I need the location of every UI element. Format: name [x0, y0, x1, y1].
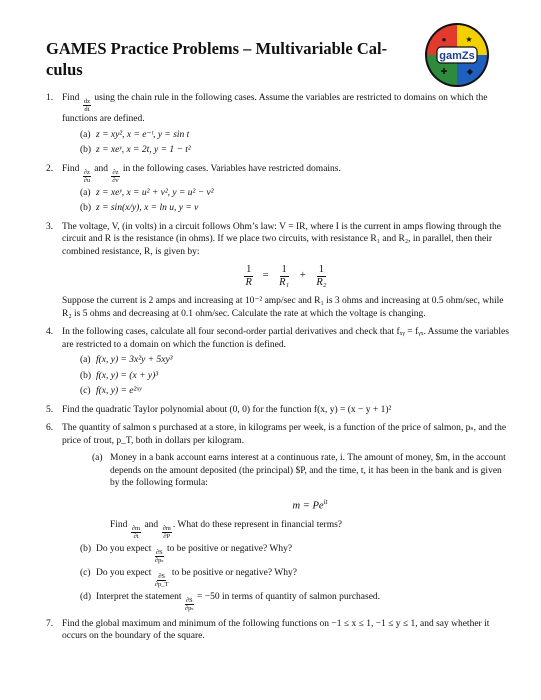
part-text: f(x, y) = e²ˣʸ — [96, 386, 142, 396]
part-label: (b) — [80, 543, 92, 554]
part-text: f(x, y) = 3x²y + 5xy³ — [96, 355, 173, 365]
problem-number: 1. — [46, 93, 54, 103]
part-label: (a) — [80, 187, 91, 198]
fraction: $\frac{\partial z}{\partial v}$ — [112, 168, 119, 184]
resistance-equation: $\frac{1}{R}$ = $\frac{1}{\text{R₁}}$ + $\frac{1}{\text{R₂}}$ — [245, 264, 327, 288]
svg-text:●: ● — [441, 35, 447, 44]
problem-followup: Suppose the current is 2 amps and increasing at 10⁻² amp/sec and R₁ is 3 ohms and increasing at 0.5 ohm/sec, while R₂ is 5 ohms and decreasing at 0.1 ohm/sec. Calculate the rate at which the voltage is changing. — [62, 296, 504, 319]
fraction: $\frac{dz}{dt}$ — [83, 98, 90, 113]
title-line-1: GAMES Practice Problems – Multivariable Cal- — [46, 39, 388, 58]
svg-text:★: ★ — [465, 35, 473, 44]
problem-text: Find $\frac{\partial z}{\partial u}$ and $\frac{\partial z}{\partial v}$ in the following cases. Variables have restricted domains. — [62, 163, 341, 184]
part-label: (b) — [80, 145, 92, 155]
problem-part — [62, 452, 510, 490]
part-text: z = xeʸ, x = 2t, y = 1 − t² — [96, 145, 191, 155]
problem-part — [62, 129, 510, 142]
problem-part — [62, 354, 510, 367]
problem-1 — [40, 92, 510, 157]
part-text: Money in a bank account earns interest at a continuous rate, i. The amount of money, $m, in the account depends on the amount deposited (the principal) $P, and the time, t, it has been in the bank and is given by the following formula: — [110, 453, 506, 488]
problem-5 — [40, 404, 510, 417]
problem-number: 5. — [46, 404, 54, 415]
problem-4 — [40, 326, 510, 398]
part-text: f(x, y) = (x + y)³ — [96, 370, 159, 381]
svg-text:◆: ◆ — [466, 67, 474, 76]
problem-6 — [40, 422, 510, 612]
svg-text:✚: ✚ — [440, 67, 448, 76]
problem-text: Find the global maximum and minimum of the following functions on −1 ≤ x ≤ 1, −1 ≤ y ≤ 1, and say whether it occurs on the boundary of the square. — [62, 618, 490, 641]
problem-text: In the following cases, calculate all four second-order partial derivatives and check that fₓᵧ = fᵧₓ. Assume the variables are restricted to a domain on which the function is defined. — [62, 327, 509, 350]
part-label: (a) — [92, 453, 103, 463]
page-title — [46, 38, 416, 80]
problem-part — [62, 144, 510, 157]
interest-equation: $m = Pe^{it}$ — [292, 497, 328, 511]
part-text: z = sin(x/y), x = ln u, y = v — [96, 203, 199, 213]
title-line-2: culus — [46, 60, 83, 79]
problem-text: The voltage, V, (in volts) in a circuit follows Ohm’s law: V = IR, where I is the current in amps flowing through the circuit and R is the resistance (in ohms). If we place two circuits, with resistance R₁ and R₂, in parallel, then their combined resistance, R, is given by: — [62, 221, 501, 257]
problem-part — [62, 187, 510, 200]
part-label: (b) — [80, 203, 92, 213]
part-label: (c) — [80, 567, 91, 578]
part-label: (a) — [80, 355, 91, 365]
fraction: $\frac{\partial z}{\partial u}$ — [83, 168, 91, 184]
part-label: (b) — [80, 370, 92, 381]
problem-part: (b) Do you expect $\frac{\partial S}{\text{∂pₛ}}$ to be positive or negative? Why? — [80, 543, 293, 564]
problem-number: 6. — [46, 423, 54, 433]
problem-part — [62, 370, 510, 383]
problem-number: 3. — [46, 221, 54, 232]
games-logo — [424, 22, 490, 88]
problem-part: (d) Interpret the statement $\frac{\partial S}{\text{∂pₛ}}$ = −50 in terms of quantity of salmon purchased. — [80, 591, 381, 612]
problem-part — [62, 202, 510, 215]
problem-text: The quantity of salmon s purchased at a store, in kilograms per week, is a function of the price of salmon, pₛ, and the price of trout, p_T, both in dollars per kilogram. — [62, 423, 507, 446]
problem-part: (c) Do you expect $\frac{\partial S}{\partial p\_T}$ to be positive or negative? Why? — [80, 567, 297, 588]
problem-list — [40, 92, 510, 649]
logo-text: gamZs — [439, 50, 475, 62]
problem-text: Find $\frac{dz}{dt}$ using the chain rule in the following cases. Assume the variables are restricted to domains on which the functions are defined. — [62, 93, 488, 124]
part-text: z = xy², x = e⁻ᵗ, y = sin t — [96, 129, 190, 140]
problem-number: 4. — [46, 327, 54, 337]
problem-part — [62, 385, 510, 398]
problem-text: Find the quadratic Taylor polynomial about (0, 0) for the function f(x, y) = (x − y + 1)² — [62, 404, 392, 415]
problem-number: 2. — [46, 163, 54, 174]
problem-number: 7. — [46, 618, 54, 629]
problem-3 — [40, 221, 510, 321]
problem-2 — [40, 163, 510, 215]
part-a-followup: Find $\frac{\partial m}{\partial t}$ and $\frac{\partial m}{\partial P}$ . What do these represent in financial terms? — [110, 519, 343, 540]
part-label: (c) — [80, 386, 91, 396]
part-label: (d) — [80, 591, 92, 602]
problem-7 — [40, 618, 510, 643]
part-label: (a) — [80, 129, 91, 140]
part-text: z = xeʸ, x = u² + v², y = u² − v² — [96, 187, 214, 198]
